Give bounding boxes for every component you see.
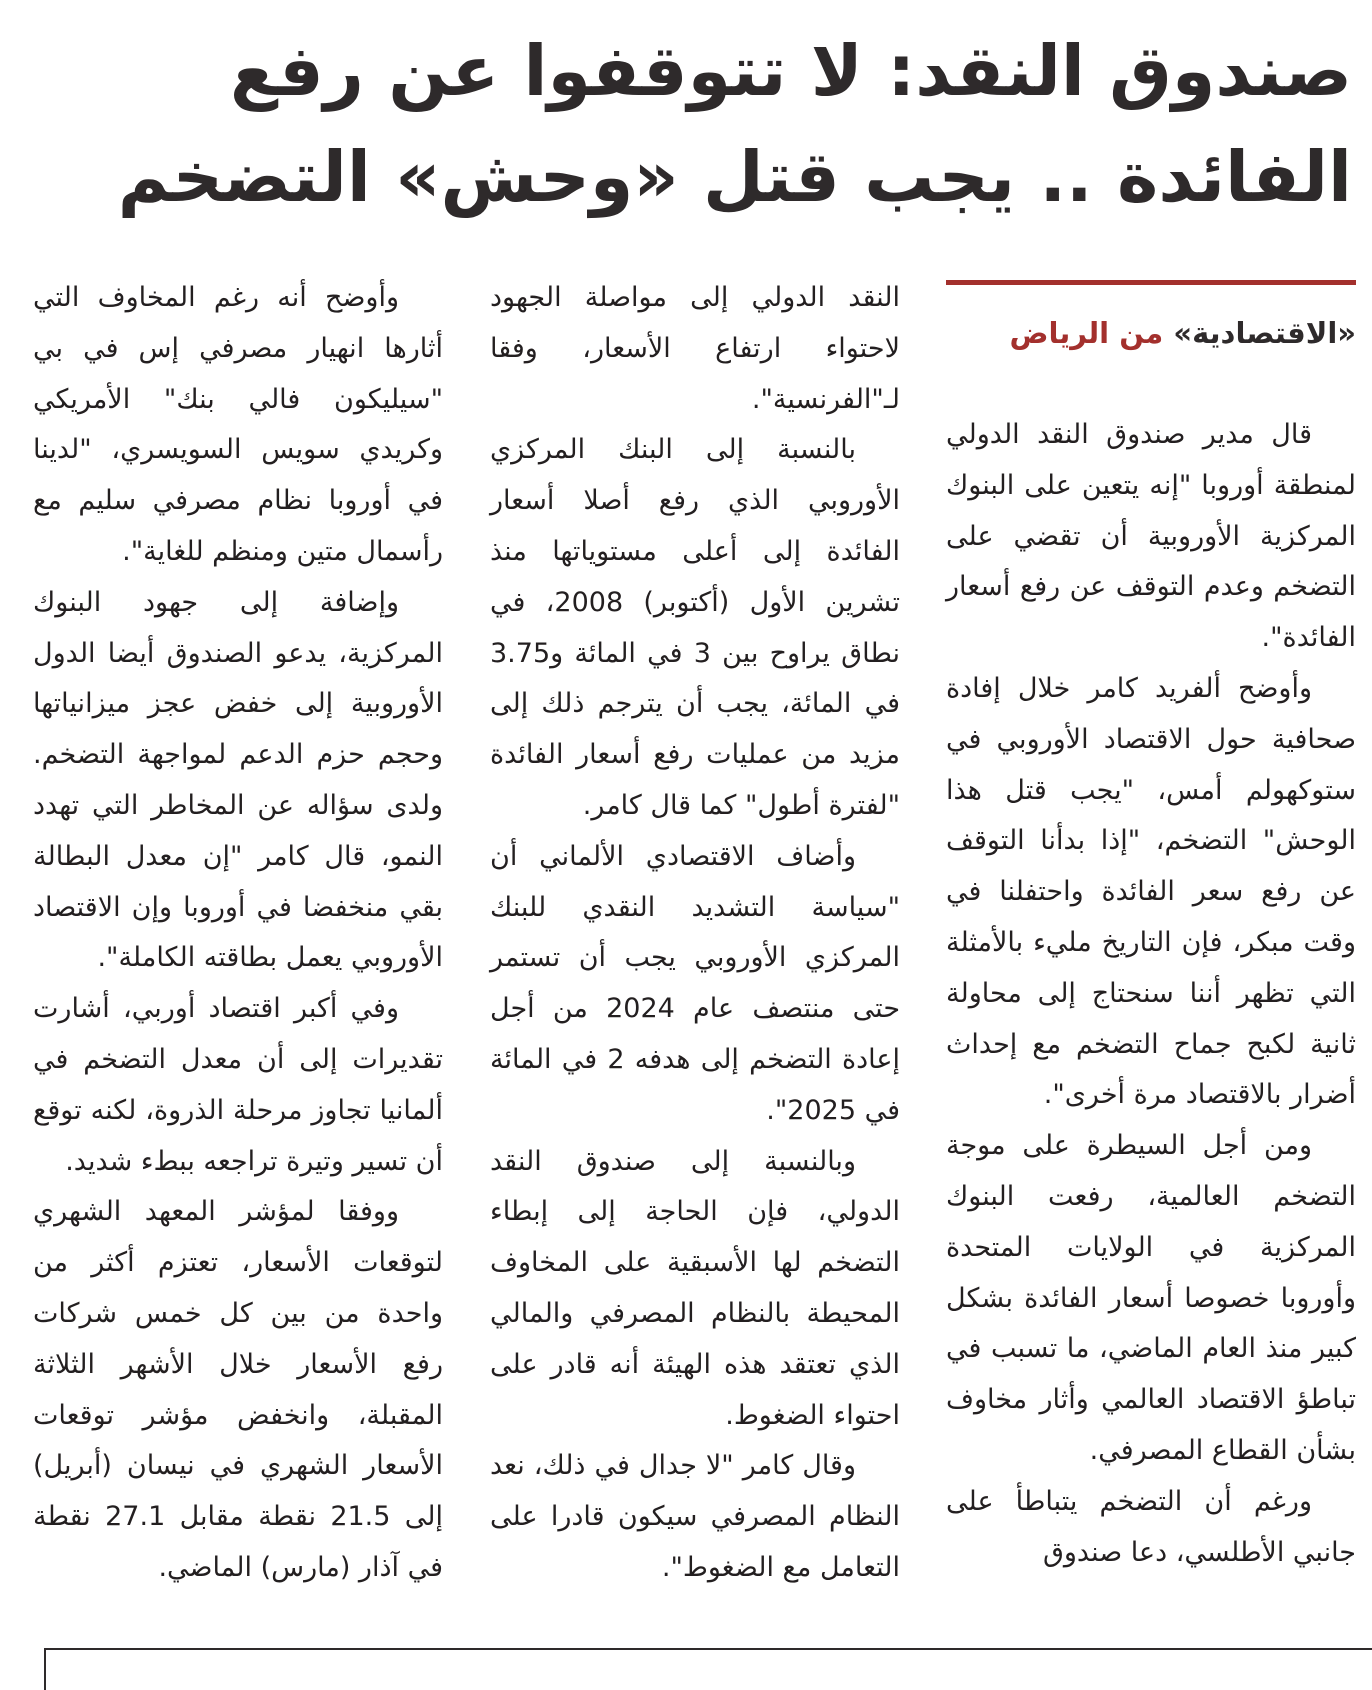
headline xyxy=(52,18,1352,230)
paragraph: وأوضح أنه رغم المخاوف التي أثارها انهيار مصرفي إس في بي "سيليكون فالي بنك" الأمريكي وكريدي سويس السويسري، "لدينا في أوروبا نظام مصرفي سليم مع رأسمال متين ومنظم للغاية". xyxy=(33,282,443,567)
headline-line-2: الفائدة .. يجب قتل «وحش» التضخم xyxy=(117,136,1352,218)
headline-line-1: صندوق النقد: لا تتوقفوا عن رفع xyxy=(230,30,1352,112)
paragraph: وأوضح ألفريد كامر خلال إفادة صحافية حول الاقتصاد الأوروبي في ستوكهولم أمس، "يجب قتل هذا الوحش" التضخم، "إذا بدأنا التوقف عن رفع سعر الفائدة واحتفلنا في وقت مبكر، فإن التاريخ مليء بالأمثلة التي تظهر أننا سنحتاج إلى محاولة ثانية لكبح جماح التضخم مع إحداث أضرار بالاقتصاد مرة أخرى". xyxy=(946,672,1356,1111)
paragraph: ووفقا لمؤشر المعهد الشهري لتوقعات الأسعار، تعتزم أكثر من واحدة من بين كل خمس شركات رفع الأسعار خلال الأشهر الثلاثة المقبلة، وانخفض مؤشر توقعات الأسعار الشهري في نيسان (أبريل) إلى 21.5 نقطة مقابل 27.1 نقطة في آذار (مارس) الماضي. xyxy=(33,1196,443,1583)
article-column-right xyxy=(946,410,1356,1578)
paragraph: وبالنسبة إلى صندوق النقد الدولي، فإن الحاجة إلى إبطاء التضخم لها الأسبقية على المخاوف المحيطة بالنظام المصرفي والمالي الذي تعتقد هذه الهيئة أنه قادر على احتواء الضغوط. xyxy=(490,1145,900,1431)
byline-source: «الاقتصادية» xyxy=(1163,316,1356,350)
paragraph: ورغم أن التضخم يتباطأ على جانبي الأطلسي، دعا صندوق xyxy=(946,1485,1356,1568)
byline-city: من الرياض xyxy=(1009,316,1164,350)
paragraph: وأضاف الاقتصادي الألماني أن "سياسة التشديد النقدي للبنك المركزي الأوروبي يجب أن تستمر حتى منتصف عام 2024 من أجل إعادة التضخم إلى هدفه 2 في المائة في 2025". xyxy=(490,840,901,1126)
paragraph: قال مدير صندوق النقد الدولي لمنطقة أوروبا "إنه يتعين على البنوك المركزية الأوروبية أن تقضي على التضخم وعدم التوقف عن رفع أسعار الفائدة". xyxy=(946,419,1356,654)
accent-rule xyxy=(946,280,1356,285)
paragraph: بالنسبة إلى البنك المركزي الأوروبي الذي رفع أصلا أسعار الفائدة إلى أعلى مستوياتها منذ تشرين الأول (أكتوبر) 2008، في نطاق يراوح بين 3 في المائة و3.75 في المائة، يجب أن يترجم ذلك إلى مزيد من عمليات رفع أسعار الفائدة "لفترة أطول" كما قال كامر. xyxy=(490,434,900,821)
bottom-frame-border xyxy=(44,1648,1372,1690)
paragraph: وفي أكبر اقتصاد أوربي، أشارت تقديرات إلى أن معدل التضخم في ألمانيا تجاوز مرحلة الذروة، لكنه توقع أن تسير وتيرة تراجعه ببطء شديد. xyxy=(33,993,443,1177)
paragraph: ومن أجل السيطرة على موجة التضخم العالمية، رفعت البنوك المركزية في الولايات المتحدة وأوروبا خصوصا أسعار الفائدة بشكل كبير منذ العام الماضي، ما تسبب في تباطؤ الاقتصاد العالمي وأثار مخاوف بشأن القطاع المصرفي. xyxy=(946,1130,1356,1466)
byline xyxy=(946,316,1356,350)
paragraph: وإضافة إلى جهود البنوك المركزية، يدعو الصندوق أيضا الدول الأوروبية إلى خفض عجز ميزانياتها وحجم حزم الدعم لمواجهة التضخم. ولدى سؤاله عن المخاطر التي تهدد النمو، قال كامر "إن معدل البطالة بقي منخفضا في أوروبا وإن الاقتصاد الأوروبي يعمل بطاقته الكاملة". xyxy=(33,586,443,974)
article-column-middle xyxy=(490,273,900,1594)
paragraph-continued: النقد الدولي إلى مواصلة الجهود لاحتواء ارتفاع الأسعار، وفقا لـ"الفرنسية". xyxy=(490,282,900,415)
article-column-left xyxy=(33,273,443,1594)
paragraph: وقال كامر "لا جدال في ذلك، نعد النظام المصرفي سيكون قادرا على التعامل مع الضغوط". xyxy=(490,1450,900,1583)
